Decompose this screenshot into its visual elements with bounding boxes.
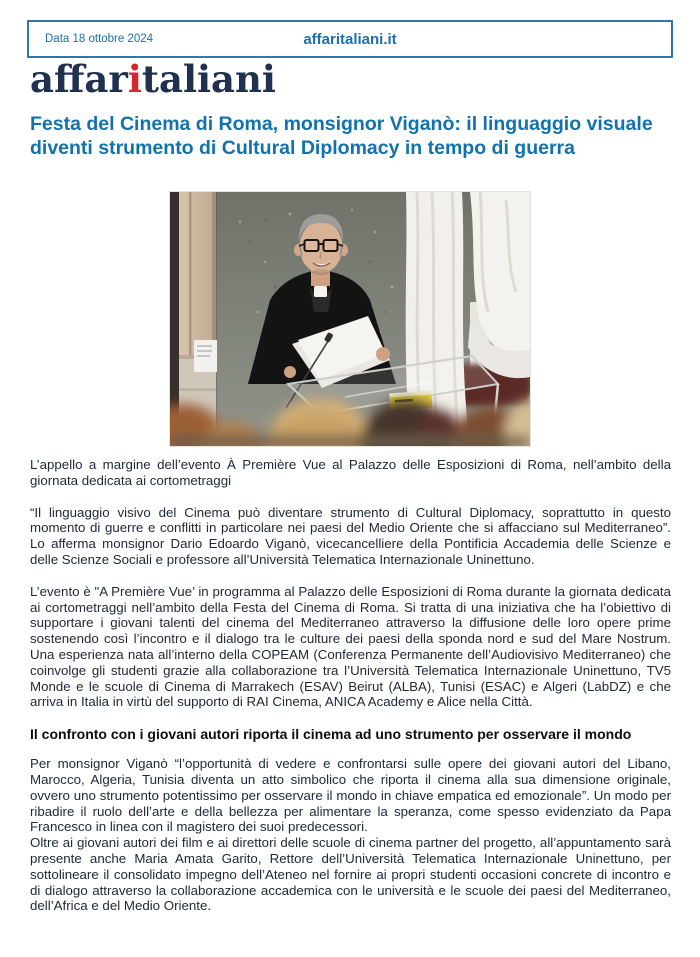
article-photo	[170, 192, 530, 446]
article-paragraph-lead: L’appello a margine dell’evento À Première Vue al Palazzo delle Esposizioni di Roma, nell’ambito della giornata dedicata ai cortometraggi	[30, 457, 671, 488]
article-paragraph-event: L’evento è "A Première Vue’ in programma al Palazzo delle Esposizioni di Roma durante la giornata dedicata ai cortometraggi nell’ambito della Festa del Cinema di Roma. Si tratta di una iniziativa che ha l’obiettivo di supportare i giovani talenti del cinema del Mediterraneo attraverso la diffusione delle loro opere prime sostenendo così l’incontro e il dialogo tra le culture dei paesi della sponda nord e sud del Mare Nostrum. Una esperienza nata all’interno della COPEAM (Conferenza Permanente dell’Audiovisivo Mediterraneo) che coinvolge gli studenti grazie alla collaborazione tra l’Università Telematica Internazionale Uninettuno, TV5 Monde e le scuole di Cinema di Marrakech (ESAV) Beirut (ALBA), Tunisi (ESAC) e Algeri (LabDZ) e che arriva in Italia in virtù del supporto di RAI Cinema, ANICA Academy e Alice nella Città.	[30, 583, 671, 710]
logo-part-left: affar	[30, 57, 128, 101]
header-box	[27, 20, 673, 58]
logo-accent-letter: i	[127, 57, 142, 101]
article-paragraph-garito: Oltre ai giovani autori dei film e ai direttori delle scuole di cinema partner del progetto, all’appuntamento sarà presente anche Maria Amata Garito, Rettore dell’Università Telematica Internazionale Uninettuno, per sottolineare il consolidato impegno dell’Ateneo nel fornire ai propri studenti occasioni concrete di incontro e di dialogo attraverso la collaborazione accademica con le università e le scuole dei paesi del Mediterraneo, dell’Africa e del Medio Oriente.	[30, 835, 671, 914]
site-name: affaritaliani.it	[303, 30, 397, 48]
logo-part-right: taliani	[141, 57, 276, 101]
article-body	[30, 457, 671, 914]
article-subheading: Il confronto con i giovani autori riporta il cinema ad uno strumento per osservare il mondo	[30, 726, 632, 743]
article-paragraph-quote: “Il linguaggio visivo del Cinema può diventare strumento di Cultural Diplomacy, soprattutto in questo momento di guerre e conflitti in particolare nei paesi del Medio Oriente che si affacciano sul Mediterraneo”. Lo afferma monsignor Dario Edoardo Viganò, vicecancelliere della Pontificia Accademia delle Scienze e delle Scienze Sociali e professore all’Università Telematica Internazionale Uninettuno.	[30, 504, 671, 567]
article-headline: Festa del Cinema di Roma, monsignor Viganò: il linguaggio visuale diventi strumento di Cultural Diplomacy in tempo di guerra	[30, 113, 653, 159]
article-paragraph-vigano: Per monsignor Viganò “l’opportunità di vedere e confrontarsi sulle opere dei giovani autori del Libano, Marocco, Algeria, Tunisia diventa un atto simbolico che riporta il cinema alla sua dimensione originale, ovvero uno strumento potentissimo per osservare il mondo in chiave empatica ed emozionale”. Un modo per ribadire il ruolo dell’arte e della bellezza per alimentare la speranza, come spesso evidenziato da Papa Francesco in linea con il magistero dei suoi predecessori.	[30, 756, 671, 835]
date-label: Data 18 ottobre 2024	[45, 33, 154, 45]
brand-logo	[30, 57, 276, 101]
